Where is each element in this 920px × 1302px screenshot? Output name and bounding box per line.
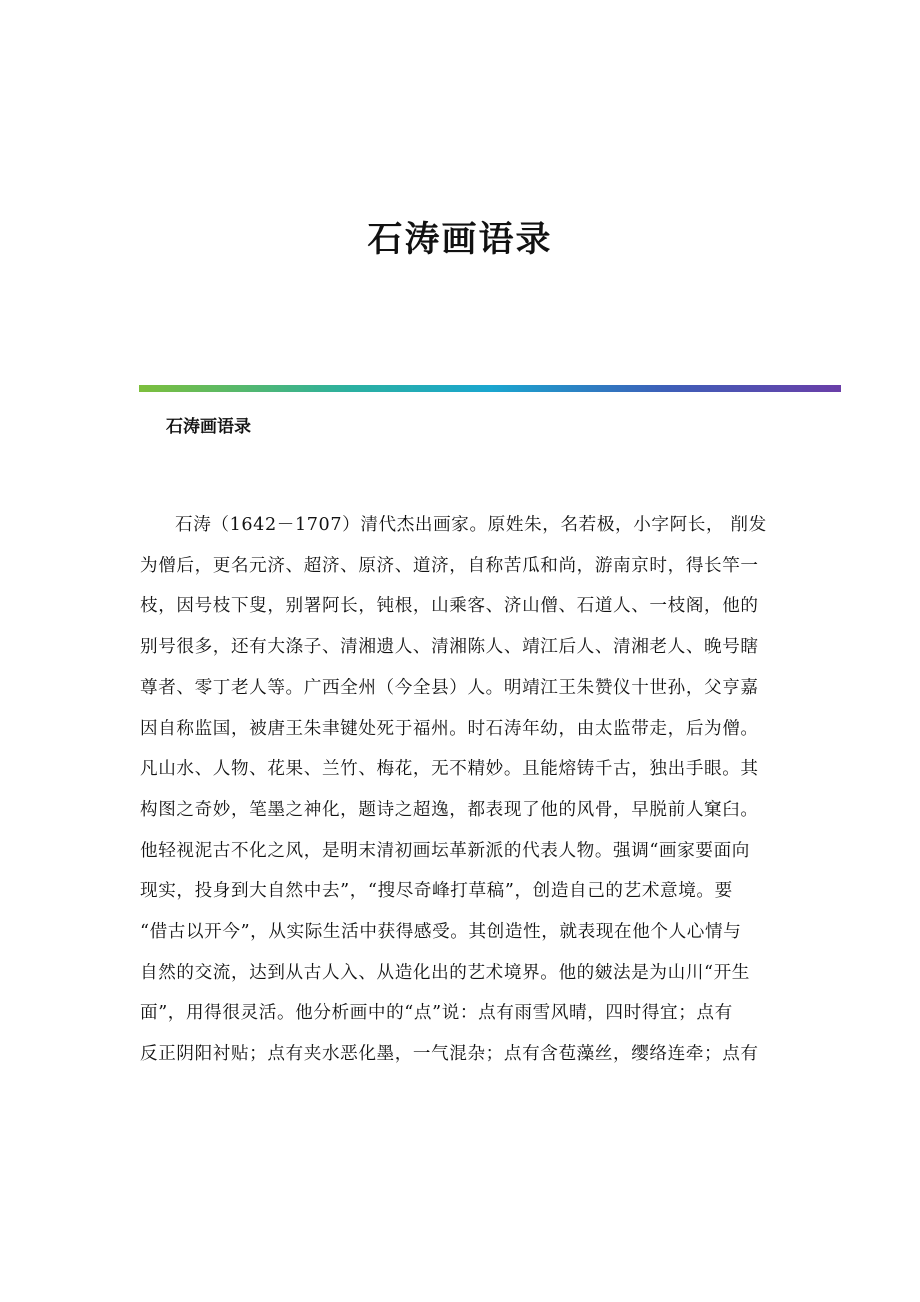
paragraph-line: 别号很多，还有大涤子、清湘遗人、清湘陈人、靖江后人、清湘老人、晚号瞎 (140, 637, 759, 658)
paragraph-line: 尊者、零丁老人等。广西全州（今全县）人。明靖江王朱赞仪十世孙，父亨嘉 (140, 677, 759, 698)
paragraph-line: 凡山水、人物、花果、兰竹、梅花，无不精妙。且能熔铸千古，独出手眼。其 (140, 759, 759, 780)
paragraph-line: “借古以开今”，从实际生活中获得感受。其创造性，就表现在他个人心情与 (140, 922, 742, 943)
paragraph-line: 反正阴阳衬贴；点有夹水恶化墨，一气混杂；点有含苞藻丝，缨络连牵；点有 (140, 1044, 759, 1065)
body-paragraph (140, 505, 774, 1075)
paragraph-line: 石涛（1642－1707）清代杰出画家。原姓朱，名若极，小字阿长， 削发 (175, 515, 767, 535)
document-title: 石涛画语录 (367, 219, 553, 260)
paragraph-line: 为僧后，更名元济、超济、原济、道济，自称苦瓜和尚，游南京时，得长竿一 (140, 555, 759, 576)
paragraph-line: 他轻视泥古不化之风，是明末清初画坛革新派的代表人物。强调“画家要面向 (140, 840, 750, 861)
gradient-divider (139, 385, 841, 392)
paragraph-line: 面”，用得很灵活。他分析画中的“点”说：点有雨雪风晴，四时得宜；点有 (140, 1003, 733, 1024)
section-heading: 石涛画语录 (166, 417, 251, 437)
paragraph-line: 构图之奇妙，笔墨之神化，题诗之超逸，都表现了他的风骨，早脱前人窠臼。 (140, 799, 759, 820)
paragraph-line: 因自称监国，被唐王朱聿键处死于福州。时石涛年幼，由太监带走，后为僧。 (140, 718, 759, 739)
paragraph-line: 枝，因号枝下叟，别署阿长，钝根，山乘客、济山僧、石道人、一枝阁，他的 (140, 596, 759, 617)
paragraph-line: 现实，投身到大自然中去”，“搜尽奇峰打草稿”，创造自己的艺术意境。要 (140, 881, 733, 902)
paragraph-line: 自然的交流，达到从古人入、从造化出的艺术境界。他的皴法是为山川“开生 (140, 962, 750, 983)
